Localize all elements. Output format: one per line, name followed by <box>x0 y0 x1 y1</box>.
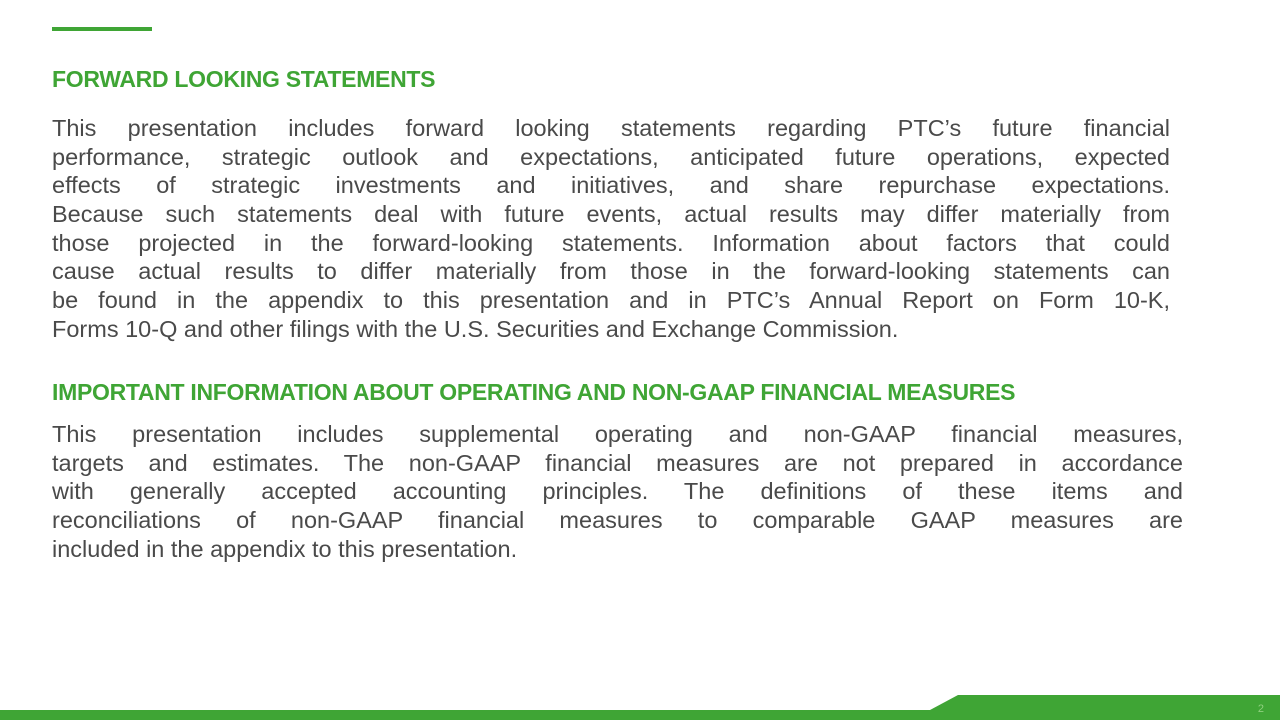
forward-looking-heading: FORWARD LOOKING STATEMENTS <box>52 66 436 92</box>
paragraph-line: This presentation includes forward looking statements regarding PTC’s future financial <box>52 115 1170 141</box>
paragraph-line: be found in the appendix to this presentation and in PTC’s Annual Report on Form 10-K, <box>52 287 1170 314</box>
paragraph-line: targets and estimates. The non-GAAP financial measures are not prepared in accordance <box>52 449 1183 476</box>
paragraph-line: Forms 10-Q and other filings with the U.S. Securities and Exchange Commission. <box>52 315 899 342</box>
non-gaap-heading: IMPORTANT INFORMATION ABOUT OPERATING AND NON-GAAP FINANCIAL MEASURES <box>52 379 1016 405</box>
title-accent-bar <box>52 27 152 31</box>
paragraph-line: performance, strategic outlook and expectations, anticipated future operations, expected <box>52 143 1170 170</box>
paragraph-line: Because such statements deal with future events, actual results may differ materially from <box>52 201 1170 228</box>
non-gaap-paragraph <box>52 420 1183 563</box>
paragraph-line: effects of strategic investments and initiatives, and share repurchase expectations. <box>52 172 1170 199</box>
paragraph-line: reconciliations of non-GAAP financial measures to comparable GAAP measures are <box>52 507 1183 534</box>
paragraph-line: with generally accepted accounting principles. The definitions of these items and <box>52 478 1183 505</box>
paragraph-line: This presentation includes supplemental operating and non-GAAP financial measures, <box>52 421 1183 447</box>
paragraph-line: included in the appendix to this presentation. <box>52 535 518 562</box>
footer-band <box>0 694 1280 720</box>
paragraph-line: cause actual results to differ materially from those in the forward-looking statements can <box>52 258 1170 285</box>
page-number: 2 <box>1257 703 1264 715</box>
forward-looking-paragraph <box>52 114 1170 344</box>
paragraph-line: those projected in the forward-looking statements. Information about factors that could <box>52 229 1170 256</box>
